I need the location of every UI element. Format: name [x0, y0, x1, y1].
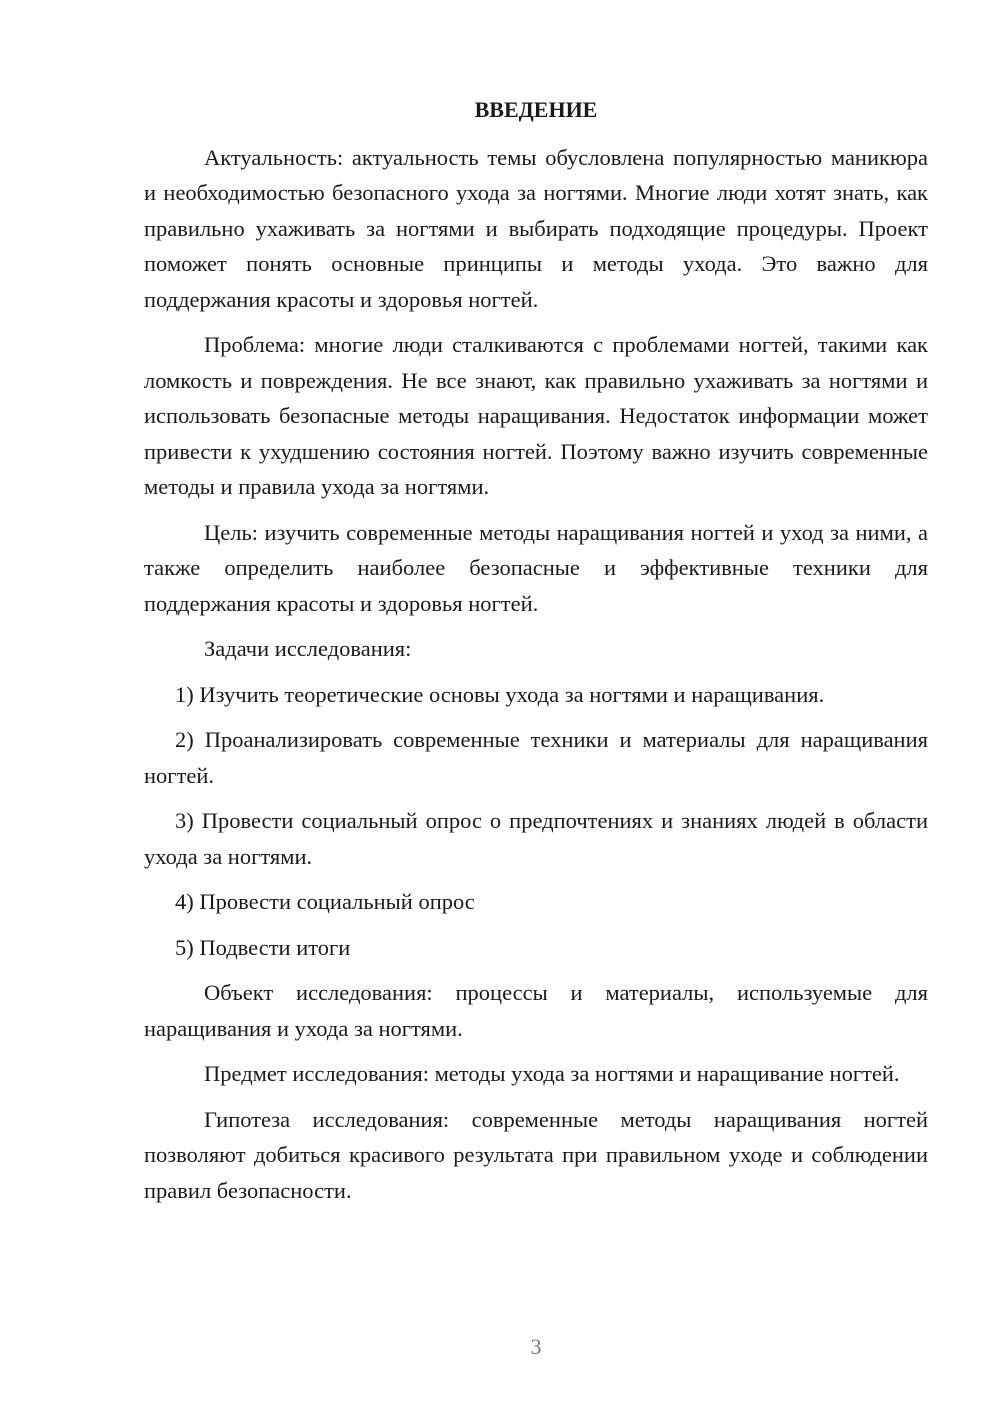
goal-paragraph: Цель: изучить современные методы наращивания ногтей и уход за ними, а также определить наиболее безопасные и эффективные техники для поддержания красоты и здоровья ногтей. [144, 519, 928, 616]
problem-paragraph: Проблема: многие люди сталкиваются с проблемами ногтей, такими как ломкость и повреждения. Не все знают, как правильно ухаживать за ногтями и использовать безопасные методы наращивания. Недостаток информации может привести к ухудшению состояния ногтей. Поэтому важно изучить современные методы и правила ухода за ногтями. [144, 332, 928, 499]
relevance-paragraph: Актуальность: актуальность темы обусловлена популярностью маникюра и необходимостью безопасного ухода за ногтями. Многие люди хотят знать, как правильно ухаживать за ногтями и выбирать подходящие процедуры. Проект поможет понять основные принципы и методы ухода. Это важно для поддержания красоты и здоровья ногтей. [144, 144, 928, 312]
page-number: 3 [530, 1334, 542, 1359]
page-title: ВВЕДЕНИЕ [474, 97, 598, 122]
object-paragraph: Объект исследования: процессы и материалы, используемые для наращивания и ухода за ногтями. [144, 980, 928, 1041]
task-item-1: 1) Изучить теоретические основы ухода за ногтями и наращивания. [175, 681, 825, 707]
tasks-heading: Задачи исследования: [204, 636, 412, 661]
document-page [144, 92, 928, 1218]
task-item-5: 5) Подвести итоги [175, 934, 351, 960]
task-item-2: 2) Проанализировать современные техники и материалы для наращивания ногтей. [144, 727, 928, 788]
task-item-4: 4) Провести социальный опрос [175, 889, 475, 914]
hypothesis-paragraph: Гипотеза исследования: современные методы наращивания ногтей позволяют добиться красивого результата при правильном уходе и соблюдении правил безопасности. [144, 1106, 928, 1203]
task-item-3: 3) Провести социальный опрос о предпочтениях и знаниях людей в области ухода за ногтями. [144, 808, 928, 869]
subject-paragraph: Предмет исследования: методы ухода за ногтями и наращивание ногтей. [204, 1061, 900, 1086]
